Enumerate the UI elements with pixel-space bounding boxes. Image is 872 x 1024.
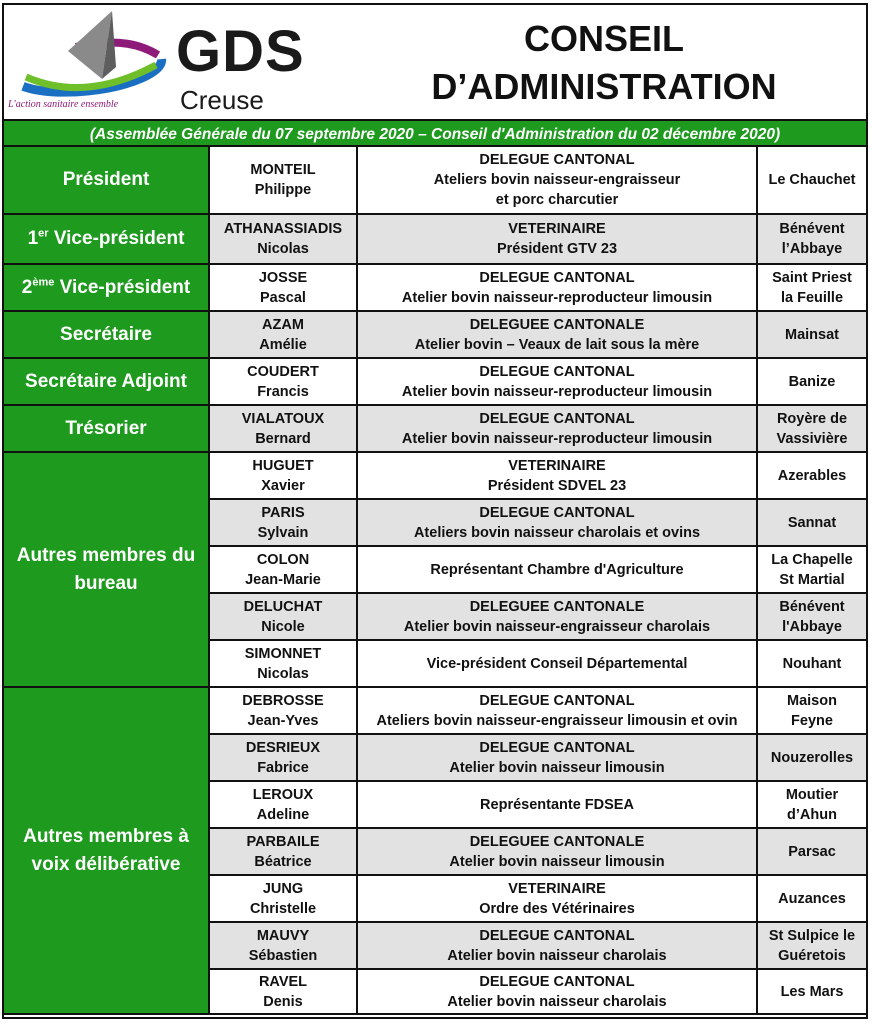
member-last-name: RAVEL xyxy=(258,973,308,990)
member-first-name: Xavier xyxy=(261,477,305,494)
member-place2: Feyne xyxy=(791,712,833,729)
member-role1: DELEGUEE CANTONALE xyxy=(469,598,645,615)
member-place-cell xyxy=(758,641,866,686)
member-last-name: MAUVY xyxy=(256,927,310,944)
member-last-name: DEBROSSE xyxy=(242,692,324,709)
position-ordinal: 2 xyxy=(21,276,33,298)
member-name-cell xyxy=(208,735,358,780)
member-place-cell xyxy=(758,215,866,263)
member-first-name: Denis xyxy=(263,993,303,1010)
member-first-name: Philippe xyxy=(254,182,312,198)
member-first-name: Jean-Marie xyxy=(245,571,321,588)
member-last-name: PARBAILE xyxy=(246,833,320,850)
member-role2: Atelier bovin naisseur limousin xyxy=(449,853,665,870)
member-place-cell xyxy=(758,594,866,639)
member-role1: DELEGUE CANTONAL xyxy=(479,152,635,168)
member-name-cell xyxy=(208,453,358,498)
position-label-line-2: bureau xyxy=(74,572,138,594)
member-role2: Atelier bovin – Veaux de lait sous la mère xyxy=(414,336,700,353)
member-role-cell xyxy=(358,453,758,498)
member-last-name: VIALATOUX xyxy=(241,410,325,427)
position-label: Président xyxy=(4,147,208,215)
member-place-cell xyxy=(758,923,866,968)
member-name-cell xyxy=(208,923,358,968)
member-role-cell xyxy=(358,147,758,213)
member-place1: La Chapelle xyxy=(771,551,853,568)
member-role1: DELEGUE CANTONAL xyxy=(479,927,635,944)
member-role1: DELEGUE CANTONAL xyxy=(479,269,635,286)
member-place1: Bénévent xyxy=(779,221,845,237)
member-first-name: Nicole xyxy=(261,618,305,635)
member-place2: St Martial xyxy=(779,571,845,588)
member-last-name: JUNG xyxy=(262,880,304,897)
member-first-name: Béatrice xyxy=(254,853,312,870)
member-first-name: Fabrice xyxy=(257,759,309,776)
member-first-name: Amélie xyxy=(259,336,307,353)
member-role1: DELEGUE CANTONAL xyxy=(479,410,635,427)
member-place1: Nouhant xyxy=(782,655,842,672)
member-place-cell xyxy=(758,147,866,213)
member-role1: DELEGUE CANTONAL xyxy=(479,973,635,990)
member-name-cell xyxy=(208,359,358,404)
member-first-name: Jean-Yves xyxy=(247,712,319,729)
member-last-name: SIMONNET xyxy=(244,645,322,662)
member-role-cell xyxy=(358,735,758,780)
member-first-name: Pascal xyxy=(260,289,306,306)
member-place1: Maison xyxy=(787,692,837,709)
member-place1: Azerables xyxy=(777,467,847,484)
member-place2: Vassivière xyxy=(776,430,848,447)
member-last-name: COUDERT xyxy=(247,363,319,380)
member-place1: Les Mars xyxy=(780,983,844,1000)
member-role-cell xyxy=(358,215,758,263)
position-title: Vice-président xyxy=(48,228,185,249)
member-role-cell xyxy=(358,688,758,733)
member-last-name: DESRIEUX xyxy=(245,739,321,756)
member-place-cell xyxy=(758,406,866,451)
member-name-cell xyxy=(208,970,358,1013)
member-role2: Atelier bovin naisseur-engraisseur charolais xyxy=(403,618,711,635)
document-page xyxy=(2,3,868,1019)
member-first-name: Sylvain xyxy=(257,524,309,541)
position-label xyxy=(4,265,208,312)
member-name-cell xyxy=(208,406,358,451)
member-last-name: MONTEIL xyxy=(250,162,316,178)
member-role2: Atelier bovin naisseur-reproducteur limousin xyxy=(401,383,713,400)
member-role-cell xyxy=(358,312,758,357)
member-place1: Saint Priest xyxy=(772,269,852,286)
member-role1: DELEGUE CANTONAL xyxy=(479,504,635,521)
member-role1: VETERINAIRE xyxy=(508,880,606,897)
member-place1: Banize xyxy=(788,373,836,390)
position-label-line-2: voix délibérative xyxy=(31,853,181,875)
member-last-name: LEROUX xyxy=(252,786,314,803)
logo-text: GDS xyxy=(176,19,305,84)
member-role1: VETERINAIRE xyxy=(508,221,606,237)
member-name-cell xyxy=(208,641,358,686)
member-place-cell xyxy=(758,782,866,827)
title-line-2: D’ADMINISTRATION xyxy=(431,66,777,107)
member-role2: Atelier bovin naisseur limousin xyxy=(449,759,665,776)
member-place1: Moutier xyxy=(785,786,839,803)
member-place1: Nouzerolles xyxy=(770,749,854,766)
header xyxy=(4,5,866,119)
member-name-cell xyxy=(208,215,358,263)
member-place-cell xyxy=(758,265,866,310)
member-role-cell xyxy=(358,829,758,874)
member-place-cell xyxy=(758,547,866,592)
member-place1: St Sulpice le xyxy=(768,927,856,944)
member-role2: Atelier bovin naisseur-reproducteur limousin xyxy=(401,289,713,306)
member-role1: Représentante FDSEA xyxy=(480,796,634,813)
member-last-name: DELUCHAT xyxy=(243,598,323,615)
member-role2: Président GTV 23 xyxy=(496,241,618,257)
member-role-cell xyxy=(358,500,758,545)
member-role2: Atelier bovin naisseur-reproducteur limousin xyxy=(401,430,713,447)
member-first-name: Nicolas xyxy=(257,241,309,257)
member-name-cell xyxy=(208,547,358,592)
member-name-cell xyxy=(208,829,358,874)
member-place2: l'Abbaye xyxy=(782,618,842,635)
position-label: Trésorier xyxy=(4,406,208,453)
member-role2: Ateliers bovin naisseur-engraisseur xyxy=(433,172,681,188)
position-label: Secrétaire Adjoint xyxy=(4,359,208,406)
subtitle-bar: (Assemblée Générale du 07 septembre 2020 – Conseil d'Administration du 02 décembre 2020) xyxy=(4,119,866,147)
member-role1: Vice-président Conseil Départemental xyxy=(426,655,688,672)
member-role1: DELEGUEE CANTONALE xyxy=(469,833,645,850)
member-first-name: Francis xyxy=(257,383,309,400)
member-role2: Ateliers bovin naisseur charolais et ovins xyxy=(413,524,701,541)
member-last-name: JOSSE xyxy=(258,269,308,286)
member-role-cell xyxy=(358,547,758,592)
member-name-cell xyxy=(208,876,358,921)
member-place1: Mainsat xyxy=(785,326,839,343)
position-ordinal-suffix: ème xyxy=(32,276,55,289)
member-role-cell xyxy=(358,265,758,310)
position-ordinal-suffix: er xyxy=(38,227,49,240)
position-label: Secrétaire xyxy=(4,312,208,359)
member-role-cell xyxy=(358,594,758,639)
member-role-cell xyxy=(358,970,758,1013)
member-name-cell xyxy=(208,782,358,827)
member-place1: Auzances xyxy=(778,890,846,907)
position-label xyxy=(4,453,208,688)
member-role1: DELEGUEE CANTONALE xyxy=(469,316,645,333)
member-role-cell xyxy=(358,876,758,921)
member-role1: DELEGUE CANTONAL xyxy=(479,692,635,709)
member-role3: et porc charcutier xyxy=(495,192,619,208)
member-role-cell xyxy=(358,782,758,827)
member-role2: Ateliers bovin naisseur-engraisseur limousin et ovin xyxy=(376,712,738,729)
logo-tagline: L'action sanitaire ensemble xyxy=(8,99,119,110)
logo-subtext: Creuse xyxy=(180,85,264,115)
member-name-cell xyxy=(208,312,358,357)
position-label xyxy=(4,688,208,1015)
member-name-cell xyxy=(208,688,358,733)
member-place-cell xyxy=(758,453,866,498)
member-place-cell xyxy=(758,829,866,874)
member-name-cell xyxy=(208,147,358,213)
page-title xyxy=(384,15,824,111)
member-role-cell xyxy=(358,641,758,686)
member-first-name: Adeline xyxy=(256,806,310,823)
member-role1: DELEGUE CANTONAL xyxy=(479,363,635,380)
position-title: Vice-président xyxy=(54,276,191,298)
member-place-cell xyxy=(758,359,866,404)
member-place-cell xyxy=(758,688,866,733)
member-first-name: Nicolas xyxy=(257,665,309,682)
member-name-cell xyxy=(208,594,358,639)
member-place1: Parsac xyxy=(788,843,836,860)
member-place-cell xyxy=(758,312,866,357)
member-place1: Bénévent xyxy=(779,598,845,615)
member-role1: Représentant Chambre d'Agriculture xyxy=(430,561,684,578)
member-place2: l’Abbaye xyxy=(781,241,843,257)
member-place-cell xyxy=(758,970,866,1013)
member-last-name: HUGUET xyxy=(252,457,314,474)
member-last-name: PARIS xyxy=(261,504,305,521)
member-role2: Atelier bovin naisseur charolais xyxy=(447,993,667,1010)
member-place-cell xyxy=(758,500,866,545)
member-first-name: Sébastien xyxy=(248,947,318,964)
member-role2: Ordre des Vétérinaires xyxy=(479,900,635,917)
member-last-name: AZAM xyxy=(262,316,304,333)
member-role-cell xyxy=(358,359,758,404)
member-place1: Le Chauchet xyxy=(768,172,856,188)
member-place1: Royère de xyxy=(776,410,848,427)
member-place-cell xyxy=(758,876,866,921)
member-role2: Président SDVEL 23 xyxy=(487,477,627,494)
member-role1: VETERINAIRE xyxy=(508,457,606,474)
position-label-line-1: Autres membres du xyxy=(16,544,196,566)
member-role1: DELEGUE CANTONAL xyxy=(479,739,635,756)
member-name-cell xyxy=(208,265,358,310)
member-role2: Atelier bovin naisseur charolais xyxy=(447,947,667,964)
member-role-cell xyxy=(358,406,758,451)
member-place1: Sannat xyxy=(787,514,837,531)
member-role-cell xyxy=(358,923,758,968)
member-last-name: ATHANASSIADIS xyxy=(223,221,343,237)
member-place-cell xyxy=(758,735,866,780)
position-label-line-1: Autres membres à xyxy=(23,825,189,847)
member-place2: d’Ahun xyxy=(787,806,837,823)
title-line-1: CONSEIL xyxy=(523,18,684,59)
member-last-name: COLON xyxy=(256,551,310,568)
member-place2: Guéretois xyxy=(778,947,846,964)
member-place2: la Feuille xyxy=(780,289,844,306)
member-first-name: Christelle xyxy=(249,900,317,917)
member-name-cell xyxy=(208,500,358,545)
position-label xyxy=(4,215,208,265)
position-ordinal: 1 xyxy=(27,228,39,249)
member-first-name: Bernard xyxy=(255,430,311,447)
